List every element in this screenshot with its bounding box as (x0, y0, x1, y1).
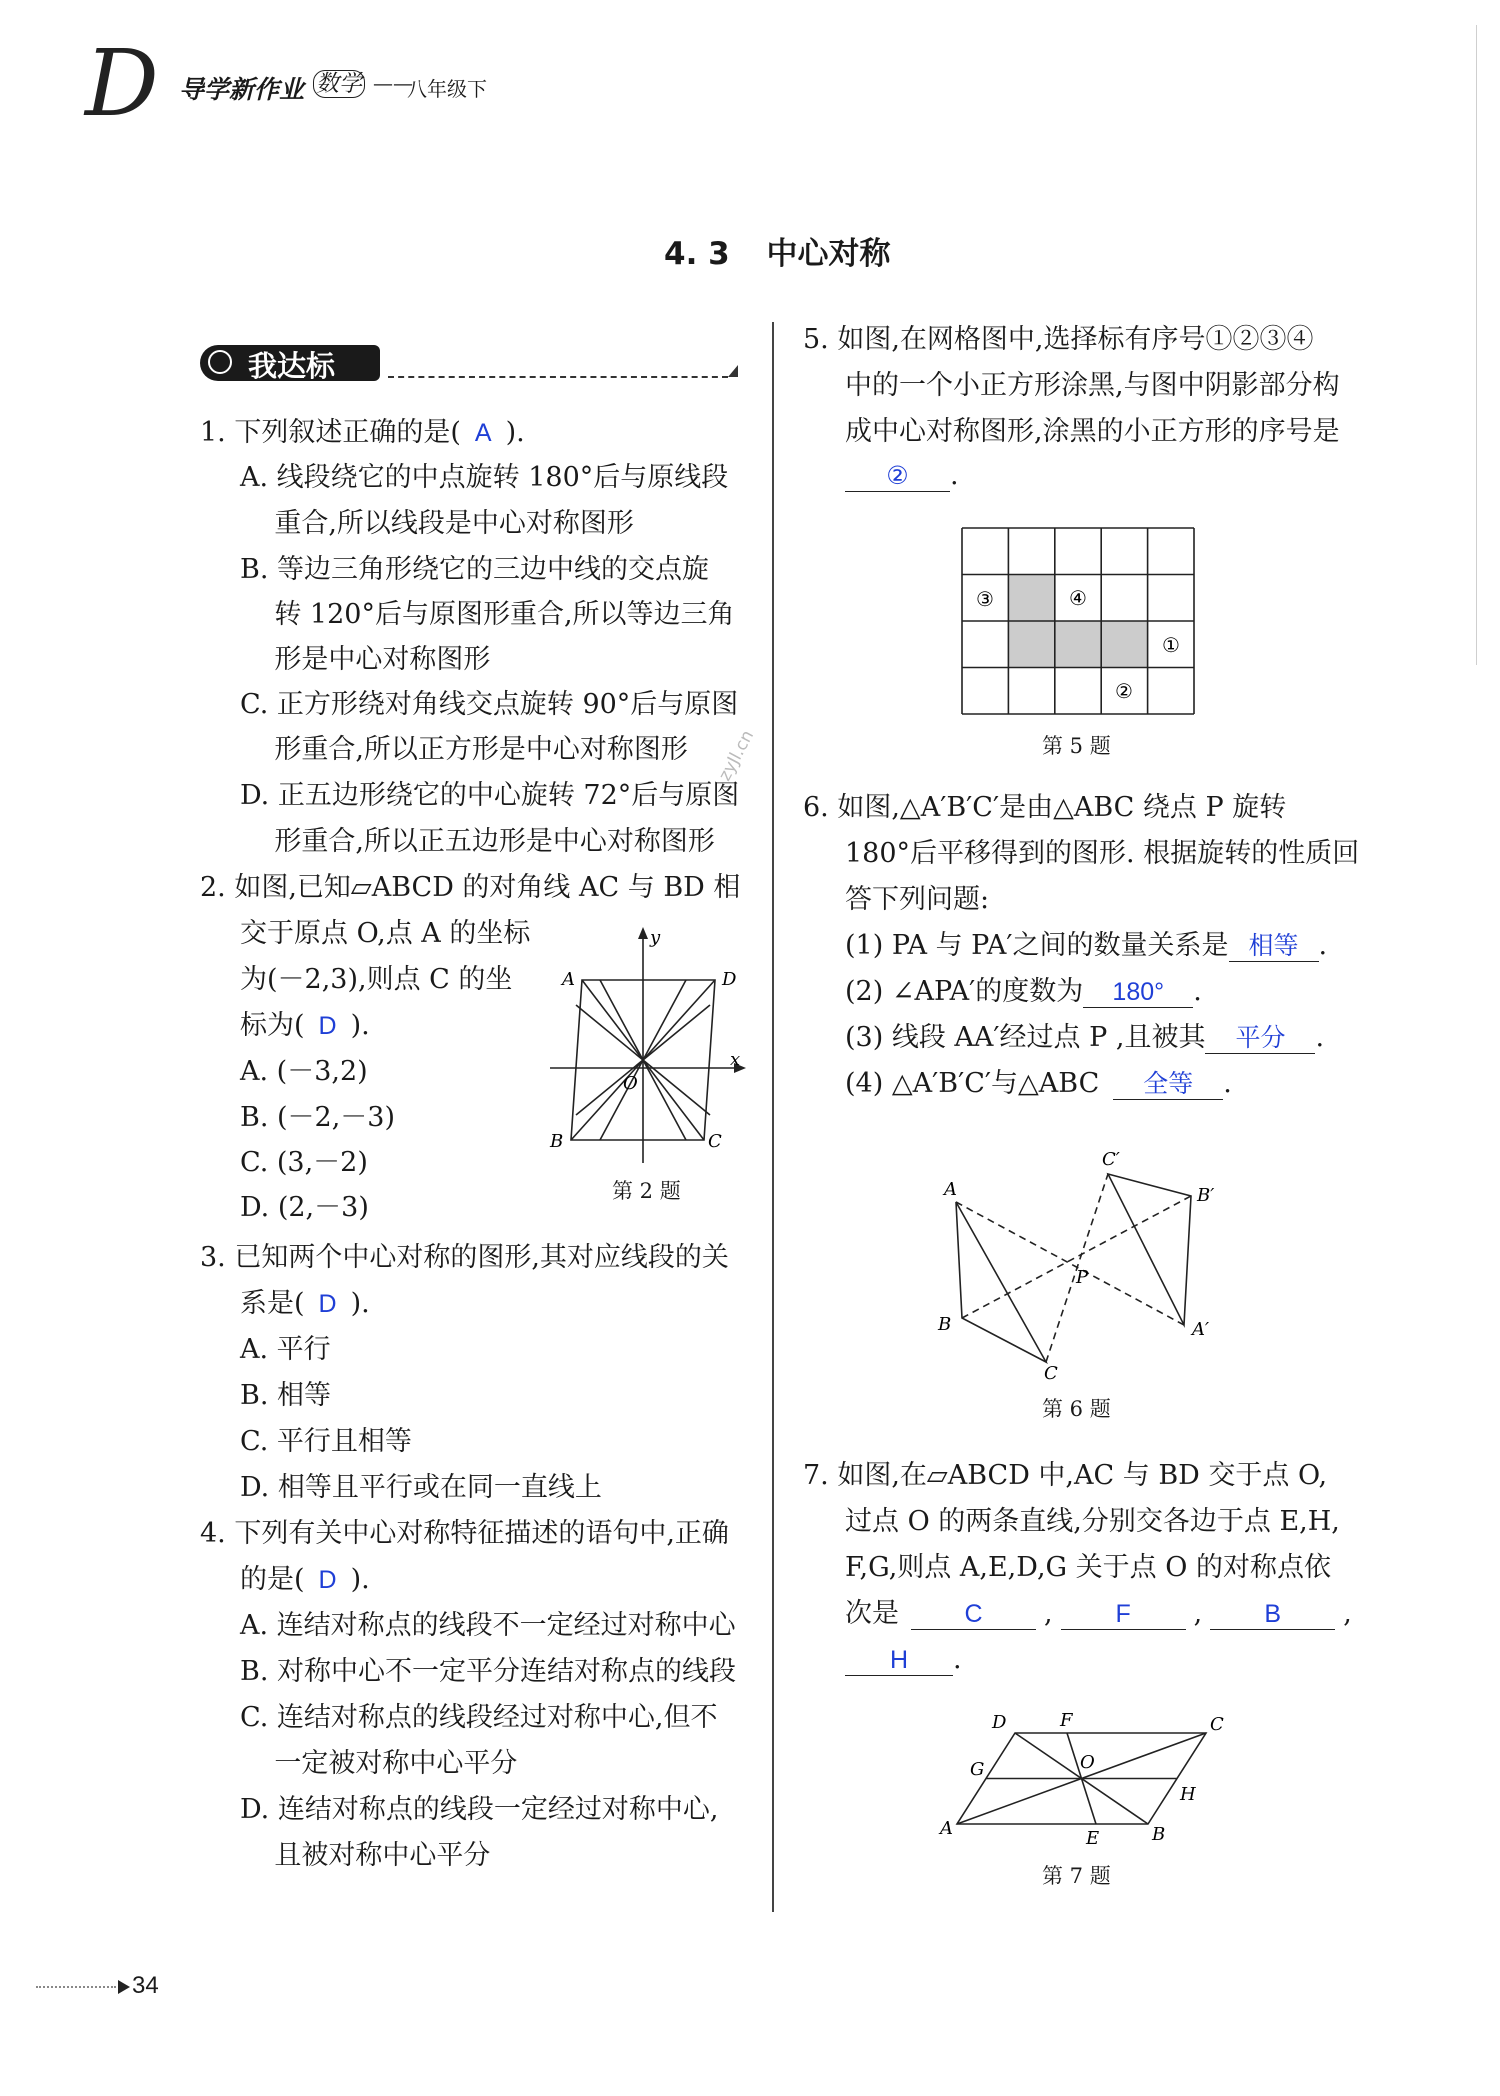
page-number: 34 (132, 1972, 159, 1999)
q7-caption: 第 7 题 (1042, 1864, 1111, 1888)
label-b: B (1152, 1824, 1166, 1845)
q3-line1: 3. 已知两个中心对称的图形,其对应线段的关 (200, 1242, 729, 1273)
q7-line5: H . (845, 1642, 962, 1678)
label-c1: C′ (1102, 1149, 1120, 1170)
q7-answer-3: B (1210, 1599, 1335, 1630)
label-y: y (650, 927, 661, 948)
label-a: A (562, 969, 575, 990)
watermark: zyJl.cn (715, 727, 759, 785)
banner-arrow (728, 365, 738, 377)
q1-answer: A (474, 419, 492, 447)
q4-option-line: C. 连结对称点的线段经过对称中心,但不 (240, 1702, 718, 1733)
q4-option-line: 一定被对称中心平分 (240, 1748, 518, 1779)
q2-line4: 标为( D ). (240, 1010, 370, 1041)
subject-name: 数学 (313, 70, 365, 98)
label-g: G (970, 1759, 985, 1780)
label-a: A (940, 1818, 953, 1839)
q7-line3: F,G,则点 A,E,D,G 关于点 O 的对称点依 (845, 1552, 1331, 1583)
q5-grid (962, 528, 1194, 716)
q1-option-line: 重合,所以线段是中心对称图形 (240, 508, 634, 539)
q7-line1: 7. 如图,在▱ABCD 中,AC 与 BD 交于点 O, (803, 1460, 1328, 1491)
label-b: B (938, 1314, 952, 1335)
q2-caption: 第 2 题 (612, 1179, 681, 1203)
q4-option-line: B. 对称中心不一定平分连结对称点的线段 (240, 1656, 737, 1687)
label-c: C (708, 1131, 722, 1152)
q2-figure (540, 925, 760, 1165)
page-footer (36, 1972, 196, 2002)
grid-label-1: ① (1162, 633, 1180, 657)
logo-letter: D (85, 30, 159, 137)
q3-option: A. 平行 (240, 1334, 331, 1365)
label-b: B (550, 1131, 564, 1152)
banner-label: 我达标 (248, 349, 336, 383)
shaded-cell (1008, 621, 1054, 668)
q1-option-line: 形重合,所以正五边形是中心对称图形 (240, 826, 715, 857)
y-arrow (638, 927, 648, 939)
q5-line3: 成中心对称图形,涂黑的小正方形的序号是 (845, 416, 1340, 447)
label-a: A (944, 1179, 957, 1200)
q1-option-line: C. 正方形绕对角线交点旋转 90°后与原图 (240, 689, 739, 720)
q2-line3: 为(－2,3),则点 C 的坐 (240, 964, 513, 995)
footer-dots (36, 1986, 116, 1988)
q6-answer-1: 相等 (1229, 931, 1319, 962)
q3-answer: D (318, 1290, 337, 1318)
shaded-cell (1101, 621, 1147, 668)
label-b1: B′ (1197, 1185, 1215, 1206)
q1-option-line: 形重合,所以正方形是中心对称图形 (240, 734, 688, 765)
section-title (664, 228, 891, 273)
label-e: E (1086, 1828, 1100, 1849)
shaded-cell (1008, 575, 1054, 622)
q4-option-line: A. 连结对称点的线段不一定经过对称中心 (240, 1610, 736, 1641)
q7-line2: 过点 O 的两条直线,分别交各边于点 E,H, (845, 1506, 1340, 1537)
header-dash: —— (373, 71, 413, 95)
header-rule (1476, 25, 1477, 665)
q1-stem: 1. 下列叙述正确的是( A ). (200, 417, 525, 448)
q3-option: B. 相等 (240, 1380, 332, 1411)
banner (200, 345, 740, 385)
q6-line3: 答下列问题: (845, 884, 990, 915)
banner-dashes (388, 376, 728, 378)
q5-line1: 5. 如图,在网格图中,选择标有序号①②③④ (803, 324, 1314, 355)
q3-line2: 系是( D ). (240, 1288, 370, 1319)
q6-answer-3: 平分 (1205, 1023, 1315, 1054)
q5-line4: ② . (845, 458, 959, 494)
q1-option-line: A. 线段绕它的中点旋转 180°后与原线段 (240, 462, 729, 493)
q5-line2: 中的一个小正方形涂黑,与图中阴影部分构 (845, 370, 1340, 401)
q2-line1: 2. 如图,已知▱ABCD 的对角线 AC 与 BD 相 (200, 872, 741, 903)
q7-line4: 次是 C , F , B , (845, 1598, 1352, 1629)
grid-label-3: ③ (976, 587, 994, 611)
q3-option: D. 相等且平行或在同一直线上 (240, 1472, 602, 1503)
q1-option-line: B. 等边三角形绕它的三边中线的交点旋 (240, 554, 710, 585)
bike-icon (208, 350, 232, 374)
q6-figure (930, 1135, 1220, 1384)
grade-label: 八年级下 (407, 77, 487, 101)
q4-option-line: D. 连结对称点的线段一定经过对称中心, (240, 1794, 719, 1825)
section-number: 4. 3 (664, 236, 730, 272)
q1-options (240, 460, 739, 870)
shaded-cell (1055, 621, 1101, 668)
q2-option: C. (3,－2) (240, 1147, 368, 1178)
q6-answer-2: 180° (1083, 977, 1193, 1008)
q4-line2: 的是( D ). (240, 1564, 370, 1595)
label-p: P (1076, 1267, 1089, 1288)
q1-option-line: D. 正五边形绕它的中心旋转 72°后与原图 (240, 780, 740, 811)
q6-sub1: (1) PA 与 PA′之间的数量关系是 相等 . (845, 930, 1328, 961)
q6-sub4: (4) △A′B′C′与△ABC 全等 . (845, 1068, 1232, 1099)
label-c: C (1044, 1363, 1058, 1384)
column-divider (772, 322, 774, 1912)
q6-caption: 第 6 题 (1042, 1397, 1111, 1421)
label-o: O (623, 1073, 638, 1094)
triangle-a1b1c1 (1108, 1174, 1191, 1325)
q5-caption: 第 5 题 (1042, 734, 1111, 758)
dashed-bb1 (962, 1196, 1191, 1318)
q7-answer-2: F (1061, 1599, 1186, 1630)
q1-option-line: 转 120°后与原图形重合,所以等边三角 (240, 599, 735, 630)
label-f: F (1060, 1710, 1073, 1731)
q6-answer-4: 全等 (1113, 1069, 1223, 1100)
q2-line2: 交于原点 O,点 A 的坐标 (240, 918, 531, 949)
q4-answer: D (318, 1566, 337, 1594)
label-h: H (1180, 1784, 1196, 1805)
header (85, 30, 585, 137)
q6-line1: 6. 如图,△A′B′C′是由△ABC 绕点 P 旋转 (803, 792, 1287, 823)
label-c: C (1210, 1714, 1224, 1735)
q6-line2: 180°后平移得到的图形. 根据旋转的性质回 (845, 838, 1360, 869)
q7-answer-4: H (845, 1645, 953, 1676)
q7-answer-1: C (911, 1599, 1036, 1630)
q2-option: A. (－3,2) (240, 1056, 368, 1087)
q4-options (240, 1608, 736, 1884)
label-x: x (730, 1049, 741, 1070)
q2-option: B. (－2,－3) (240, 1102, 396, 1133)
grid-label-4: ④ (1069, 586, 1087, 610)
label-d: D (722, 969, 737, 990)
q2-option: D. (2,－3) (240, 1192, 369, 1223)
q6-sub2: (2) ∠APA′的度数为 180° . (845, 976, 1202, 1007)
q5-answer: ② (845, 461, 950, 492)
q1-option-line: 形是中心对称图形 (240, 644, 491, 675)
label-a1: A′ (1192, 1319, 1210, 1340)
q2-answer: D (318, 1012, 337, 1040)
grid-label-2: ② (1115, 679, 1133, 703)
label-d: D (992, 1712, 1007, 1733)
footer-arrow (118, 1980, 130, 1994)
book-title: 导学新作业 (179, 75, 305, 104)
q4-line1: 4. 下列有关中心对称特征描述的语句中,正确 (200, 1518, 729, 1549)
q3-option: C. 平行且相等 (240, 1426, 412, 1457)
q6-sub3: (3) 线段 AA′经过点 P ,且被其 平分 . (845, 1022, 1325, 1053)
banner-tag (200, 345, 380, 381)
q7-figure (930, 1700, 1224, 1860)
q4-option-line: 且被对称中心平分 (240, 1840, 491, 1871)
label-o: O (1080, 1752, 1095, 1773)
section-name: 中心对称 (766, 236, 891, 272)
